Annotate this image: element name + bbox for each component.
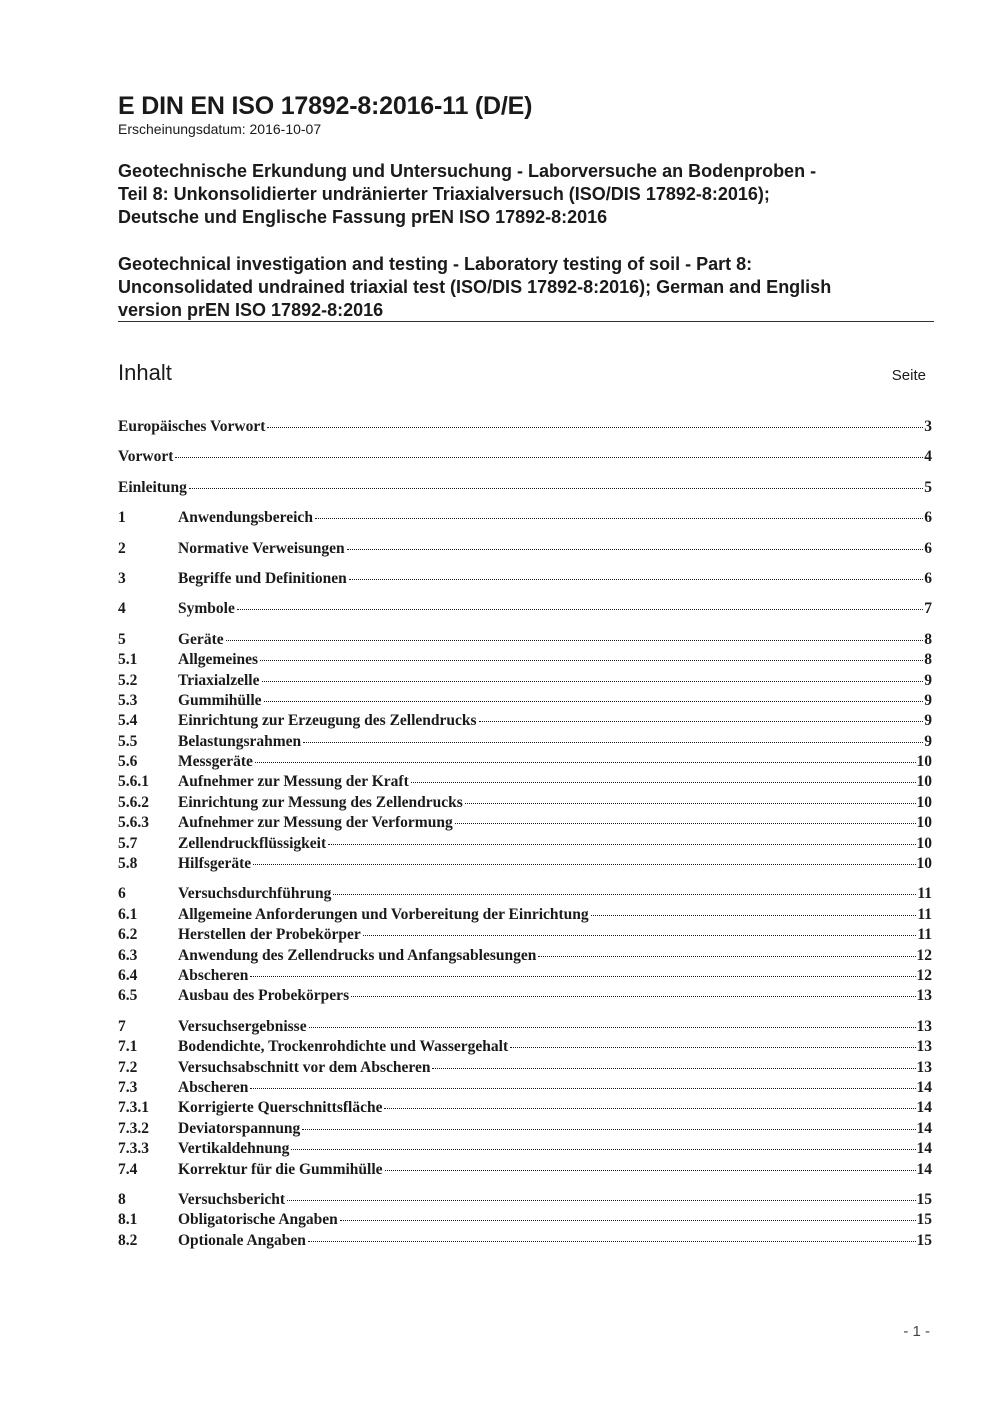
toc-entry-number: 5.2 — [118, 671, 138, 689]
toc-entry-page: 13 — [916, 987, 932, 1005]
toc-entry-number: 5.5 — [118, 732, 138, 750]
toc-entry-page: 12 — [916, 946, 932, 964]
toc-entry-number: 7.3 — [118, 1078, 138, 1096]
toc-entry-title: Europäisches Vorwort — [118, 418, 266, 435]
toc-entry[interactable] — [118, 1160, 932, 1180]
toc-entry-page: 14 — [916, 1119, 932, 1137]
toc-entry-page: 14 — [916, 1160, 932, 1178]
toc-dot-leader — [250, 1087, 915, 1089]
toc-entry[interactable] — [118, 569, 932, 589]
toc-entry[interactable] — [118, 813, 932, 833]
toc-entry-title: Ausbau des Probekörpers — [178, 987, 350, 1005]
toc-entry-title: Zellendruckflüssigkeit — [178, 834, 327, 852]
title-german-line: Teil 8: Unkonsolidierter undränierter Triaxialversuch (ISO/DIS 17892-8:2016); — [118, 184, 770, 204]
toc-entry-title: Triaxialzelle — [178, 671, 260, 689]
toc-entry-number: 5.1 — [118, 651, 138, 669]
toc-dot-leader — [253, 863, 915, 865]
toc-entry[interactable] — [118, 599, 932, 619]
toc-entry-page: 10 — [916, 773, 932, 791]
title-german — [118, 160, 934, 229]
toc-entry-number: 4 — [118, 600, 126, 618]
toc-entry-number: 1 — [118, 509, 126, 527]
toc-entry[interactable] — [118, 752, 932, 772]
toc-dot-leader — [262, 680, 924, 682]
toc-entry-number: 6.1 — [118, 905, 138, 923]
toc-entry-page: 10 — [916, 814, 932, 832]
toc-entry-number: 6.5 — [118, 987, 138, 1005]
toc-entry[interactable] — [118, 925, 932, 945]
toc-entry-number: 5.6.2 — [118, 793, 149, 811]
toc-entry-number: 5.3 — [118, 691, 138, 709]
toc-entry-page: 13 — [916, 1017, 932, 1035]
toc-entry-page: 6 — [924, 539, 932, 557]
toc-dot-leader — [315, 517, 923, 519]
toc-entry-page: 10 — [916, 855, 932, 873]
toc-entry[interactable] — [118, 854, 932, 874]
toc-entry[interactable] — [118, 478, 932, 498]
toc-entry-number: 7.3.3 — [118, 1140, 149, 1158]
toc-entry-title: Anwendungsbereich — [178, 509, 313, 527]
toc-entry-title: Abscheren — [178, 1078, 249, 1096]
document-id: E DIN EN ISO 17892-8:2016-11 (D/E) — [118, 92, 533, 120]
toc-entry-title: Abscheren — [178, 966, 249, 984]
toc-entry-title: Geräte — [178, 630, 224, 648]
toc-dot-leader — [363, 934, 917, 936]
toc-entry-number: 5.6.1 — [118, 773, 149, 791]
toc-entry-number: 5.6 — [118, 753, 138, 771]
toc-entry-page: 11 — [917, 926, 932, 944]
toc-entry-page: 15 — [916, 1211, 932, 1229]
toc-entry-page: 12 — [916, 966, 932, 984]
toc-dot-leader — [260, 659, 923, 661]
toc-entry-number: 6.4 — [118, 966, 138, 984]
toc-entry[interactable] — [118, 650, 932, 670]
toc-entry-number: 8.2 — [118, 1231, 138, 1249]
title-german-line: Deutsche und Englische Fassung prEN ISO 17892-8:2016 — [118, 207, 608, 227]
toc-entry-title: Aufnehmer zur Messung der Verformung — [178, 814, 453, 832]
toc-entry-page: 7 — [924, 600, 932, 618]
toc-entry-title: Bodendichte, Trockenrohdichte und Wassergehalt — [178, 1038, 509, 1056]
toc-entry-page: 5 — [924, 478, 932, 496]
toc-entry-title: Gummihülle — [178, 691, 262, 709]
toc-entry[interactable] — [118, 986, 932, 1006]
toc-entry-title: Einrichtung zur Erzeugung des Zellendrucks — [178, 712, 477, 730]
toc-entry[interactable] — [118, 691, 932, 711]
toc-entry-title: Versuchsabschnitt vor dem Abscheren — [178, 1058, 431, 1076]
toc-dot-leader — [591, 914, 917, 916]
toc-entry-page: 10 — [916, 793, 932, 811]
toc-dot-leader — [255, 761, 916, 763]
toc-entry-title: Belastungsrahmen — [178, 732, 302, 750]
title-english-line: version prEN ISO 17892-8:2016 — [118, 300, 384, 320]
toc-entry-number: 7.4 — [118, 1160, 138, 1178]
toc-entry-page: 14 — [916, 1099, 932, 1117]
toc-entry-title: Normative Verweisungen — [178, 539, 345, 557]
toc-entry[interactable] — [118, 772, 932, 792]
toc-dot-leader — [264, 700, 924, 702]
toc-entry-page: 4 — [924, 448, 932, 466]
toc-entry-title: Einrichtung zur Messung des Zellendrucks — [178, 793, 463, 811]
toc-dot-leader — [351, 995, 915, 997]
toc-dot-leader — [237, 608, 923, 610]
toc-entry[interactable] — [118, 1017, 932, 1037]
toc-entry-page: 6 — [924, 569, 932, 587]
toc-entry[interactable] — [118, 447, 932, 467]
toc-entry-page: 10 — [916, 834, 932, 852]
toc-entry-page: 9 — [924, 712, 932, 730]
toc-entry-number: 5.8 — [118, 855, 138, 873]
toc-entry[interactable] — [118, 1210, 932, 1230]
toc-dot-leader — [291, 1148, 915, 1150]
toc-entry[interactable] — [118, 417, 932, 437]
toc-dot-leader — [287, 1199, 915, 1201]
toc-entry[interactable] — [118, 884, 932, 904]
toc-entry[interactable] — [118, 1098, 932, 1118]
toc-entry[interactable] — [118, 508, 932, 528]
toc-entry[interactable] — [118, 1190, 932, 1210]
toc-entry-page: 10 — [916, 753, 932, 771]
toc-dot-leader — [538, 955, 915, 957]
toc-page-label: Seite — [891, 367, 926, 384]
toc-dot-leader — [250, 975, 915, 977]
toc-entry-title: Vertikaldehnung — [178, 1140, 290, 1158]
toc-entry-page: 9 — [924, 671, 932, 689]
toc-dot-leader — [267, 426, 923, 428]
toc-entry-title: Versuchsergebnisse — [178, 1017, 307, 1035]
toc-entry-page: 3 — [924, 418, 932, 435]
toc-entry-number: 7 — [118, 1017, 126, 1035]
toc-entry-number: 6 — [118, 885, 126, 903]
toc-entry-title: Herstellen der Probekörper — [178, 926, 361, 944]
toc-dot-leader — [347, 548, 924, 550]
toc-entry-title: Deviatorspannung — [178, 1119, 301, 1137]
toc-entry-number: 5.6.3 — [118, 814, 149, 832]
toc-entry-page: 15 — [916, 1190, 932, 1208]
toc-entry[interactable] — [118, 946, 932, 966]
toc-entry[interactable] — [118, 793, 932, 813]
toc-dot-leader — [465, 802, 916, 804]
toc-entry-page: 14 — [916, 1140, 932, 1158]
toc-entry-title: Einleitung — [118, 478, 187, 496]
toc-entry[interactable] — [118, 671, 932, 691]
toc-entry-number: 5.4 — [118, 712, 138, 730]
toc-entry-title: Aufnehmer zur Messung der Kraft — [178, 773, 409, 791]
toc-entry-title: Hilfsgeräte — [178, 855, 252, 873]
toc-dot-leader — [309, 1026, 916, 1028]
toc-entry-title: Messgeräte — [178, 753, 253, 771]
toc-dot-leader — [385, 1169, 916, 1171]
toc-entry-title: Versuchsbericht — [178, 1190, 286, 1208]
toc-entry[interactable] — [118, 539, 932, 559]
toc-entry[interactable] — [118, 732, 932, 752]
toc-entry-page: 15 — [916, 1231, 932, 1249]
header-divider — [118, 321, 934, 322]
toc-entry-page: 11 — [917, 905, 932, 923]
toc-entry-number: 5 — [118, 630, 126, 648]
toc-dot-leader — [349, 578, 923, 580]
toc-entry[interactable] — [118, 1139, 932, 1159]
toc-entry-page: 11 — [917, 885, 932, 903]
toc-dot-leader — [411, 781, 916, 783]
document-header — [118, 92, 934, 322]
toc-entry-number: 3 — [118, 569, 126, 587]
toc-entry-number: 2 — [118, 539, 126, 557]
toc-dot-leader — [479, 720, 924, 722]
toc-dot-leader — [384, 1107, 915, 1109]
toc-dot-leader — [308, 1240, 916, 1242]
toc-dot-leader — [302, 1128, 915, 1130]
toc-dot-leader — [175, 456, 923, 458]
toc-entry-page: 9 — [924, 732, 932, 750]
toc-dot-leader — [303, 741, 923, 743]
title-english-line: Geotechnical investigation and testing - Laboratory testing of soil - Part 8: — [118, 254, 753, 274]
toc-entry-title: Korrektur für die Gummihülle — [178, 1160, 383, 1178]
toc-dot-leader — [455, 822, 916, 824]
toc-dot-leader — [510, 1046, 915, 1048]
toc-entry-title: Allgemeine Anforderungen und Vorbereitung der Einrichtung — [178, 905, 589, 923]
toc-entry[interactable] — [118, 711, 932, 731]
toc-entry-page: 13 — [916, 1038, 932, 1056]
toc-heading: Inhalt — [118, 360, 172, 385]
toc-entry[interactable] — [118, 1231, 932, 1251]
toc-dot-leader — [189, 487, 923, 489]
toc-entry-title: Obligatorische Angaben — [178, 1211, 338, 1229]
toc-entry[interactable] — [118, 1119, 932, 1139]
title-german-line: Geotechnische Erkundung und Untersuchung - Laborversuche an Bodenproben - — [118, 161, 817, 181]
toc-dot-leader — [333, 893, 916, 895]
toc-entry[interactable] — [118, 905, 932, 925]
toc-entry-page: 8 — [924, 630, 932, 648]
publication-date: Erscheinungsdatum: 2016-10-07 — [118, 121, 322, 137]
toc-entry[interactable] — [118, 1037, 932, 1057]
toc-entry[interactable] — [118, 834, 932, 854]
toc-entry-number: 7.2 — [118, 1058, 138, 1076]
toc-entry-title: Anwendung des Zellendrucks und Anfangsablesungen — [178, 946, 537, 964]
toc-entry-number: 6.2 — [118, 926, 138, 944]
toc-entry[interactable] — [118, 630, 932, 650]
toc-entry-title: Allgemeines — [178, 651, 259, 669]
toc-entry-number: 5.7 — [118, 834, 138, 852]
toc-entry-title: Vorwort — [118, 448, 174, 466]
toc-entry-page: 9 — [924, 691, 932, 709]
toc-dot-leader — [226, 639, 924, 641]
toc-entry-page: 8 — [924, 651, 932, 669]
toc-entry[interactable] — [118, 1078, 932, 1098]
toc-entry-number: 7.1 — [118, 1038, 138, 1056]
toc-entry[interactable] — [118, 966, 932, 986]
toc-entry-title: Begriffe und Definitionen — [178, 569, 347, 587]
toc-dot-leader — [328, 843, 915, 845]
toc-entry-number: 7.3.1 — [118, 1099, 149, 1117]
toc-entry-title: Symbole — [178, 600, 235, 618]
title-english-line: Unconsolidated undrained triaxial test (ISO/DIS 17892-8:2016); German and English — [118, 277, 832, 297]
toc-entry-number: 6.3 — [118, 946, 138, 964]
toc-heading-row — [118, 360, 926, 390]
toc-entry-number: 7.3.2 — [118, 1119, 149, 1137]
toc-entry-number: 8.1 — [118, 1211, 138, 1229]
toc-entry-title: Korrigierte Querschnittsfläche — [178, 1099, 383, 1117]
toc-entry-number: 8 — [118, 1190, 126, 1208]
table-of-contents — [118, 417, 932, 1251]
toc-dot-leader — [340, 1219, 916, 1221]
toc-entry-title: Optionale Angaben — [178, 1231, 306, 1249]
toc-entry-page: 14 — [916, 1078, 932, 1096]
toc-entry-title: Versuchsdurchführung — [178, 885, 332, 903]
title-english — [118, 253, 934, 322]
page-number: - 1 - — [903, 1323, 930, 1340]
toc-entry[interactable] — [118, 1058, 932, 1078]
toc-entry-page: 13 — [916, 1058, 932, 1076]
toc-dot-leader — [432, 1067, 915, 1069]
toc-entry-page: 6 — [924, 509, 932, 527]
